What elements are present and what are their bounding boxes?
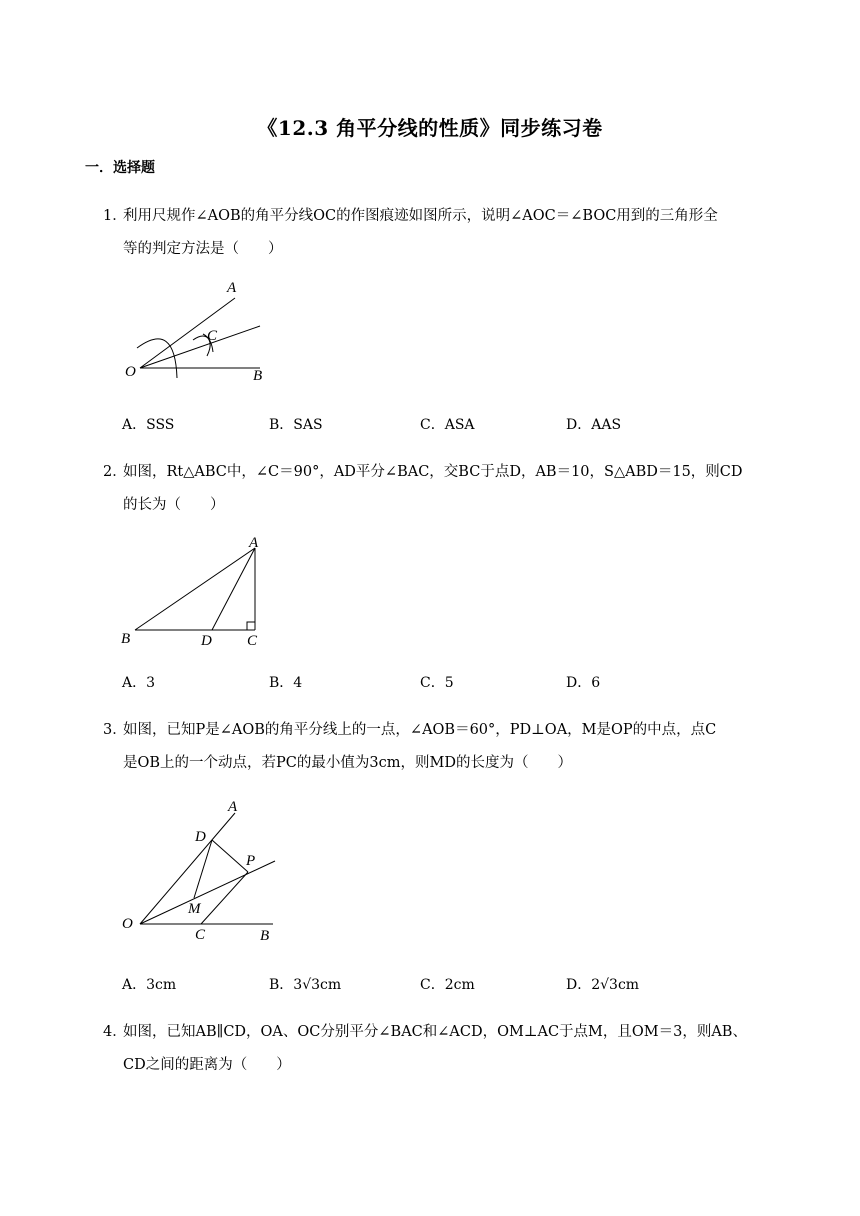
- option-a[interactable]: A．3: [122, 675, 156, 691]
- option-c[interactable]: C．5: [420, 675, 454, 691]
- figure-angle-bisector-point: [115, 797, 285, 947]
- ray-OA: [140, 298, 235, 368]
- question-text-line2: 是OB上的一个动点，若PC的最小值为3cm，则MD的长度为（ ）: [123, 755, 572, 771]
- option-b[interactable]: B．4: [269, 675, 303, 691]
- point-label: B: [121, 631, 131, 647]
- question-2: [105, 456, 765, 522]
- figure-angle-bisector-construction: [115, 278, 275, 388]
- segment-PC: [201, 872, 248, 924]
- question-1: [105, 200, 765, 266]
- question-number: 1．: [103, 208, 127, 224]
- question-number: 3．: [103, 722, 127, 738]
- ray-OC: [140, 326, 260, 368]
- option-d[interactable]: D．AAS: [566, 417, 622, 433]
- question-text-line2: 的长为（ ）: [123, 497, 225, 513]
- point-label: P: [246, 853, 256, 869]
- question-4: [105, 1016, 765, 1082]
- option-a[interactable]: A．SSS: [122, 417, 175, 433]
- question-3: [105, 714, 765, 780]
- question-text-line1: 如图，已知AB∥CD，OA、OC分别平分∠BAC和∠ACD，OM⊥AC于点M，且OM＝3，则AB、: [123, 1024, 747, 1040]
- option-c[interactable]: C．ASA: [420, 417, 475, 433]
- point-label: A: [228, 799, 238, 815]
- point-label: A: [227, 280, 237, 296]
- point-label: O: [125, 364, 136, 380]
- question-text-line1: 如图，Rt△ABC中，∠C＝90°，AD平分∠BAC，交BC于点D，AB＝10，S△ABD＝15，则CD: [123, 464, 743, 480]
- question-number: 2．: [103, 464, 127, 480]
- question-text-line1: 如图，已知P是∠AOB的角平分线上的一点，∠AOB＝60°，PD⊥OA，M是OP的中点，点C: [123, 722, 717, 738]
- point-label: C: [247, 633, 258, 648]
- figure-right-triangle: [115, 533, 275, 648]
- question-text-line2: 等的判定方法是（ ）: [123, 241, 283, 257]
- point-label: D: [195, 829, 206, 845]
- option-c[interactable]: C．2cm: [420, 977, 475, 993]
- point-label: A: [249, 535, 259, 551]
- point-label: C: [195, 927, 206, 943]
- option-b[interactable]: B．3√3cm: [269, 977, 342, 993]
- segment-AB: [135, 548, 255, 630]
- segment-DP: [212, 840, 248, 872]
- point-label: M: [188, 901, 201, 917]
- point-label: O: [122, 916, 133, 932]
- question-number: 4．: [103, 1024, 127, 1040]
- option-d[interactable]: D．6: [566, 675, 601, 691]
- section-heading: 一．选择题: [85, 160, 155, 176]
- segment-AD: [212, 548, 255, 630]
- option-a[interactable]: A．3cm: [122, 977, 177, 993]
- point-label: D: [201, 633, 212, 648]
- ray-OP: [140, 861, 275, 924]
- right-angle-mark: [247, 622, 255, 630]
- question-text-line2: CD之间的距离为（ ）: [123, 1057, 291, 1073]
- option-d[interactable]: D．2√3cm: [566, 977, 640, 993]
- point-label: C: [207, 328, 218, 344]
- point-label: B: [260, 928, 270, 944]
- segment-DM: [194, 840, 212, 898]
- option-b[interactable]: B．SAS: [269, 417, 323, 433]
- point-label: B: [253, 368, 263, 384]
- question-text-line1: 利用尺规作∠AOB的角平分线OC的作图痕迹如图所示，说明∠AOC＝∠BOC用到的三角形全: [123, 208, 718, 224]
- page-title: 《12.3 角平分线的性质》同步练习卷: [257, 116, 603, 140]
